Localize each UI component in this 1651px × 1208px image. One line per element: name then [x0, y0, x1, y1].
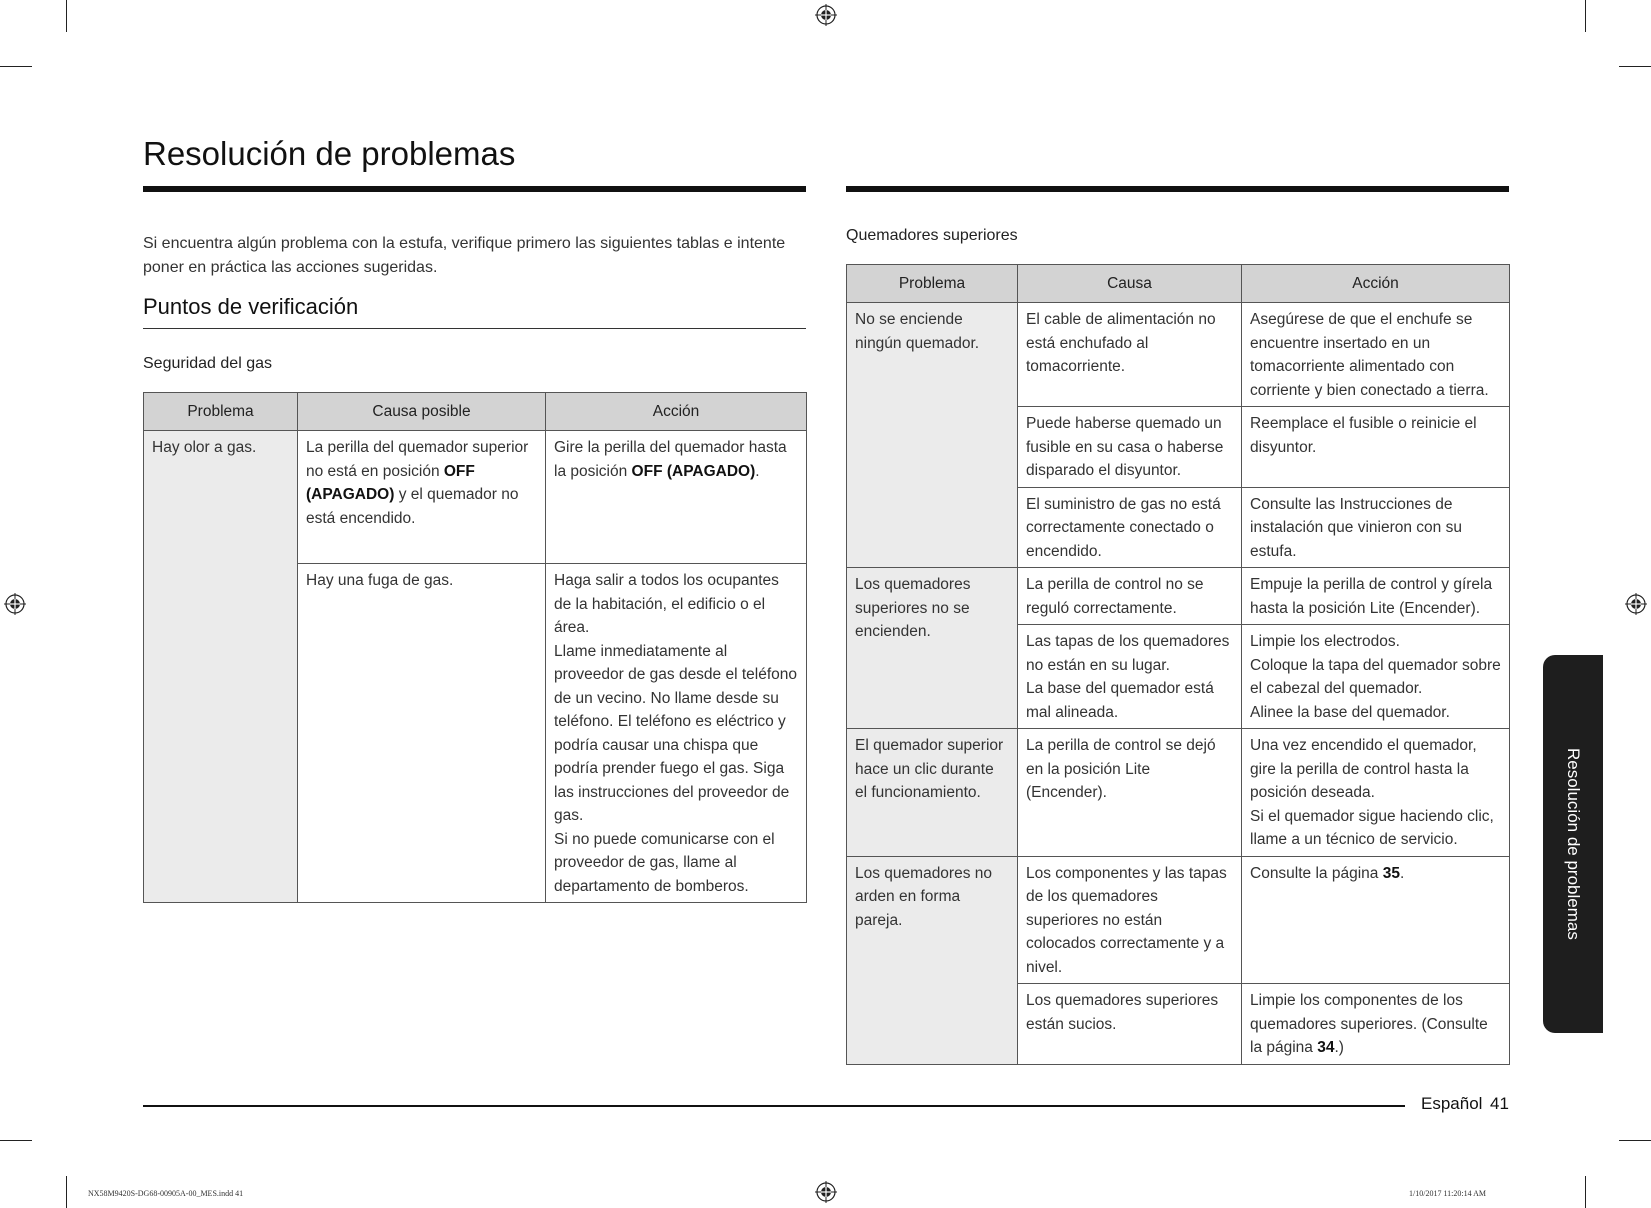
action-text: Si no puede comunicarse con el proveedor de gas, llame al departamento de bomberos. [554, 830, 775, 895]
problem-cell [847, 856, 1018, 1064]
problem-cell [847, 303, 1018, 568]
action-text: Limpie los electrodos. [1250, 633, 1400, 650]
cause-text: y el quemador no está encendido. [306, 486, 519, 527]
action-text: . [1399, 864, 1405, 882]
crop-mark [66, 1176, 67, 1208]
cause-cell [298, 431, 546, 564]
cause-text: La perilla de control se dejó en la posición Lite (Encender). [1026, 737, 1216, 801]
cause-text: Los componentes y las tapas de los quemadores superiores no están colocados correctamente y a nivel. [1026, 864, 1227, 976]
cause-cell [1018, 303, 1242, 407]
action-cell [1242, 487, 1510, 568]
action-text: Una vez encendido el quemador, gire la perilla de control hasta la posición deseada. [1250, 737, 1477, 801]
crop-mark [0, 66, 32, 67]
problem-text: El quemador superior hace un clic durante el funcionamiento. [855, 737, 1004, 801]
problem-cell [847, 568, 1018, 729]
cause-text: Los quemadores superiores están sucios. [1026, 992, 1219, 1033]
table-row [847, 856, 1510, 984]
registration-mark-icon [4, 593, 26, 615]
action-cell [1242, 729, 1510, 857]
cause-cell [1018, 568, 1242, 625]
action-cell [1242, 407, 1510, 488]
cause-cell [1018, 984, 1242, 1065]
page-reference: 35 [1382, 864, 1400, 882]
cause-text: Hay una fuga de gas. [306, 572, 454, 589]
cause-text: La base del quemador está mal alineada. [1026, 680, 1214, 721]
table-header-row [144, 393, 807, 431]
column-header: Problema [144, 393, 298, 431]
table-row [847, 303, 1510, 407]
problem-text: Los quemadores no arden en forma pareja. [855, 864, 993, 929]
cause-text: La perilla de control no se reguló correctamente. [1026, 576, 1204, 617]
registration-mark-icon [815, 1181, 837, 1203]
action-text: Alinee la base del quemador. [1250, 703, 1450, 721]
page-title: Resolución de problemas [143, 135, 516, 172]
problem-text: No se enciende ningún quemador. [855, 311, 980, 352]
action-text: Limpie los componentes de los quemadores superiores. (Consulte la página [1250, 992, 1488, 1056]
action-cell [1242, 984, 1510, 1065]
gas-table-caption: Seguridad del gas [143, 355, 272, 372]
cause-text: Puede haberse quemado un fusible en su casa o haberse disparado el disyuntor. [1026, 415, 1224, 479]
page-reference: 34 [1317, 1039, 1335, 1056]
action-text: Consulte la página [1250, 864, 1383, 882]
action-cell [1242, 856, 1510, 984]
action-cell [1242, 568, 1510, 625]
cause-cell [1018, 729, 1242, 857]
print-slug-file: NX58M9420S-DG68-00905A-00_MES.indd 41 [88, 1189, 244, 1198]
action-text: .) [1334, 1039, 1344, 1056]
print-slug-date: 1/10/2017 11:20:14 AM [1409, 1189, 1487, 1198]
action-cell [1242, 303, 1510, 407]
crop-mark [0, 1140, 32, 1141]
problem-text: Hay olor a gas. [152, 439, 257, 456]
gas-safety-table [143, 392, 807, 903]
problem-cell [847, 729, 1018, 857]
burner-table [846, 264, 1510, 1065]
cause-cell [1018, 487, 1242, 568]
column-header: Problema [847, 265, 1018, 303]
problem-text: Los quemadores superiores no se encienden. [855, 576, 971, 640]
crop-mark [1585, 0, 1586, 32]
side-tab-label: Resolución de problemas [1564, 748, 1583, 940]
cause-text: Las tapas de los quemadores no están en su lugar. [1026, 633, 1230, 674]
table-row [144, 431, 807, 564]
burner-table-caption: Quemadores superiores [846, 227, 1018, 244]
column-header: Acción [1242, 265, 1510, 303]
title-rule [143, 186, 806, 192]
cause-text: El cable de alimentación no está enchufado al tomacorriente. [1026, 311, 1216, 375]
action-text: Consulte las Instrucciones de instalación que vinieron con su estufa. [1250, 495, 1462, 560]
table-header-row [847, 265, 1510, 303]
crop-mark [1619, 1140, 1651, 1141]
cause-cell [1018, 407, 1242, 488]
crop-mark [66, 0, 67, 32]
action-cell [546, 564, 807, 903]
action-cell [1242, 625, 1510, 729]
cause-cell [298, 564, 546, 903]
section-rule [143, 328, 806, 329]
table-row [847, 729, 1510, 857]
cause-cell [1018, 856, 1242, 984]
column-header: Causa [1018, 265, 1242, 303]
cause-bold-text: OFF (APAGADO) [306, 462, 475, 503]
section-side-tab [1543, 655, 1603, 1033]
page-number: 41 [1490, 1094, 1509, 1113]
column-header: Causa posible [298, 393, 546, 431]
crop-mark [1619, 66, 1651, 67]
registration-mark-icon [815, 4, 837, 26]
action-text: Haga salir a todos los ocupantes de la habitación, el edificio o el área. [554, 572, 779, 636]
crop-mark [1585, 1176, 1586, 1208]
action-text: . [755, 462, 760, 480]
footer-rule [143, 1105, 1405, 1107]
title-rule-right [846, 186, 1509, 192]
problem-cell [144, 431, 298, 903]
action-text: Reemplace el fusible o reinicie el disyuntor. [1250, 415, 1477, 456]
cause-cell [1018, 625, 1242, 729]
action-text: Empuje la perilla de control y gírela hasta la posición Lite (Encender). [1250, 576, 1493, 617]
cause-text: La perilla del quemador superior no está en posición [306, 439, 529, 480]
action-text: Coloque la tapa del quemador sobre el cabezal del quemador. [1250, 656, 1501, 697]
section-heading: Puntos de verificación [143, 294, 359, 319]
action-text: Gire la perilla del quemador hasta la posición [554, 439, 787, 480]
action-text: Si el quemador sigue haciendo clic, llame a un técnico de servicio. [1250, 807, 1494, 848]
action-text: Llame inmediatamente al proveedor de gas desde el teléfono de un vecino. No llame desde su teléfono. El teléfono es eléctrico y podría causar una chispa que podría prender fuego el gas. Siga las instrucciones del proveedor de gas. [554, 642, 798, 824]
intro-paragraph: Si encuentra algún problema con la estufa, verifique primero las siguientes tablas e intente poner en práctica las acciones sugeridas. [143, 235, 786, 276]
action-cell [546, 431, 807, 564]
footer-language: Español [1421, 1094, 1483, 1113]
cause-text: El suministro de gas no está correctamente conectado o encendido. [1026, 495, 1221, 560]
column-header: Acción [546, 393, 807, 431]
action-bold-text: OFF (APAGADO) [631, 462, 756, 480]
table-row [847, 568, 1510, 625]
registration-mark-icon [1625, 593, 1647, 615]
action-text: Asegúrese de que el enchufe se encuentre insertado en un tomacorriente alimentado con corriente y bien conectado a tierra. [1250, 311, 1489, 399]
